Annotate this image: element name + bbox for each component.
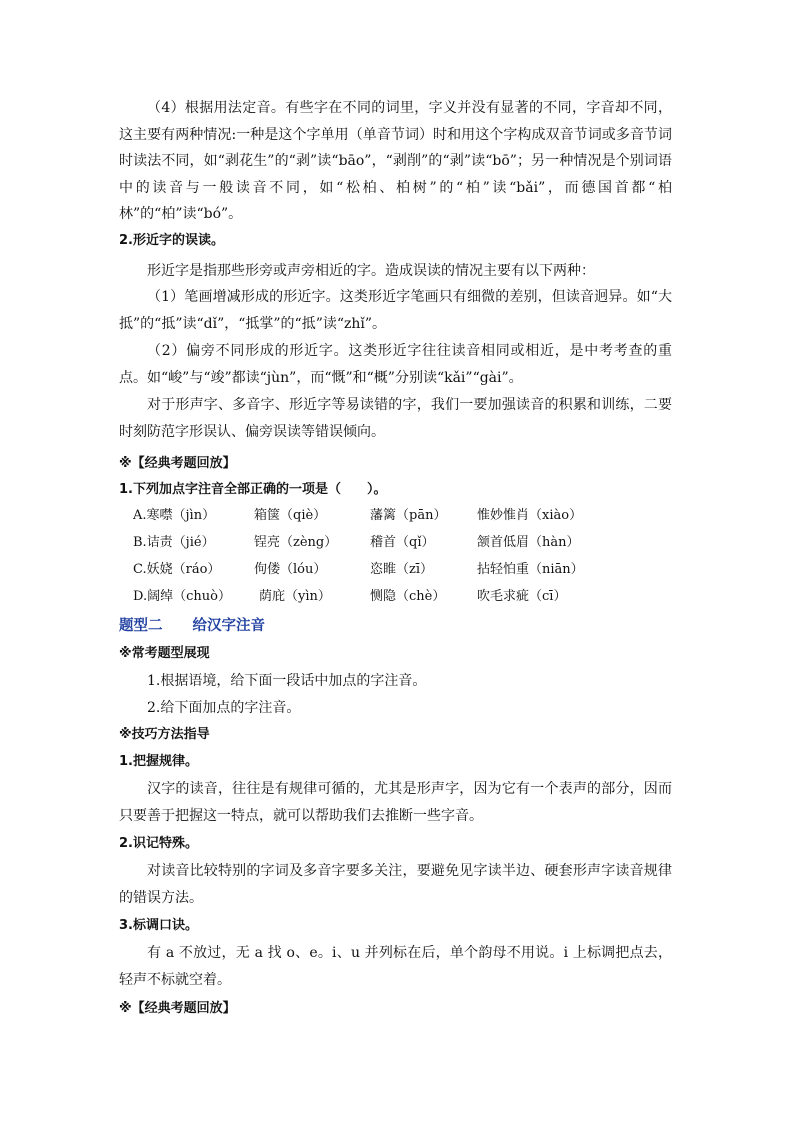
option-a-4: 惟妙惟肖（xiào） [477, 508, 583, 523]
option-a-2: 箱箧（qiè） [254, 508, 327, 523]
heading-skill-1: 1.把握规律。 [119, 754, 198, 769]
paragraph-similar-advice: 对于形声字、多音字、形近字等易读错的字，我们一要加强读音的积累和训练，二要时刻防范字形误认、偏旁误读等错误倾向。 [119, 397, 672, 440]
option-d-2: 荫庇（yìn） [259, 589, 331, 604]
paragraph-similar-intro: 形近字是指那些形旁或声旁相近的字。造成误读的情况主要有以下两种： [147, 263, 595, 279]
option-d-1: D.阔绰（chuò） [133, 589, 231, 604]
paragraph-skill-2: 对读音比较特别的字词及多音字要多关注，要避免见字读半边、硬套形声字读音规律的错误方法。 [119, 863, 672, 906]
heading-skill-guide: ※技巧方法指导 [119, 727, 210, 742]
paragraph-similar-stroke: （1）笔画增减形成的形近字。这类形近字笔画只有细微的差别，但读音迥异。如“大抵”的“抵”读“dǐ”，“抵掌”的“抵”读“zhǐ”。 [119, 289, 672, 332]
option-c-4: 拈轻怕重（niān） [477, 562, 584, 577]
heading-classic-review: ※【经典考题回放】 [119, 456, 236, 471]
option-d-3: 恻隐（chè） [370, 589, 446, 604]
type2-title: 给汉字注音 [192, 618, 265, 634]
paragraph-similar-radical: （2）偏旁不同形成的形近字。这类形近字往往读音相同或相近，是中考考查的重点。如“峻”与“竣”都读“jùn”，而“慨”和“概”分别读“kǎi”“gài”。 [119, 343, 672, 386]
heading-skill-2: 2.识记特殊。 [119, 836, 198, 851]
common-item-1: 1.根据语境，给下面一段话中加点的字注音。 [147, 673, 427, 689]
option-b-3: 稽首（qǐ） [370, 535, 435, 550]
option-a-3: 藩篱（pān） [370, 508, 447, 523]
paragraph-skill-1: 汉字的读音，往往是有规律可循的，尤其是形声字，因为它有一个表声的部分，因而只要善于把握这一特点，就可以帮助我们去推断一些字音。 [119, 781, 672, 824]
heading-common-types: ※常考题型展现 [119, 646, 210, 661]
section-heading-type2 [119, 614, 265, 635]
heading-similar-characters: 2.形近字的误读。 [119, 233, 224, 248]
option-a-1: A.寒噤（jìn） [133, 508, 216, 523]
option-c-3: 恣睢（zī） [370, 562, 434, 577]
paragraph-usage-pronunciation: （4）根据用法定音。有些字在不同的词里，字义并没有显著的不同，字音却不同，这主要有两种情况:一种是这个字单用（单音节词）时和用这个字构成双音节词或多音节词时读法不同，如“剥花生”的“剥”读“bāo”，“剥削”的“剥”读“bō”；另一种情况是个别词语中的读音与一般读音不同，如“松柏、柏树”的“柏”读“bǎi”，而德国首都“柏林”的“柏”读“bó”。 [119, 100, 672, 222]
option-b-2: 锃亮（zèng） [254, 535, 338, 550]
common-item-2: 2.给下面加点的字注音。 [147, 700, 301, 716]
heading-skill-3: 3.标调口诀。 [119, 918, 198, 933]
type2-label: 题型二 [119, 618, 163, 634]
question-1: 1.下列加点字注音全部正确的一项是（ ）。 [119, 482, 387, 497]
paragraph-skill-3: 有 a 不放过，无 a 找 o、e。i、u 并列标在后，单个韵母不用说。i 上标调把点去，轻声不标就空着。 [119, 945, 672, 988]
option-c-2: 佝偻（lóu） [254, 562, 327, 577]
option-b-4: 颔首低眉（hàn） [477, 535, 580, 550]
option-d-4: 吹毛求疵（cī） [477, 589, 567, 604]
heading-classic-review-2: ※【经典考题回放】 [119, 1001, 236, 1016]
option-b-1: B.诘责（jié） [133, 535, 215, 550]
option-c-1: C.妖娆（ráo） [133, 562, 221, 577]
